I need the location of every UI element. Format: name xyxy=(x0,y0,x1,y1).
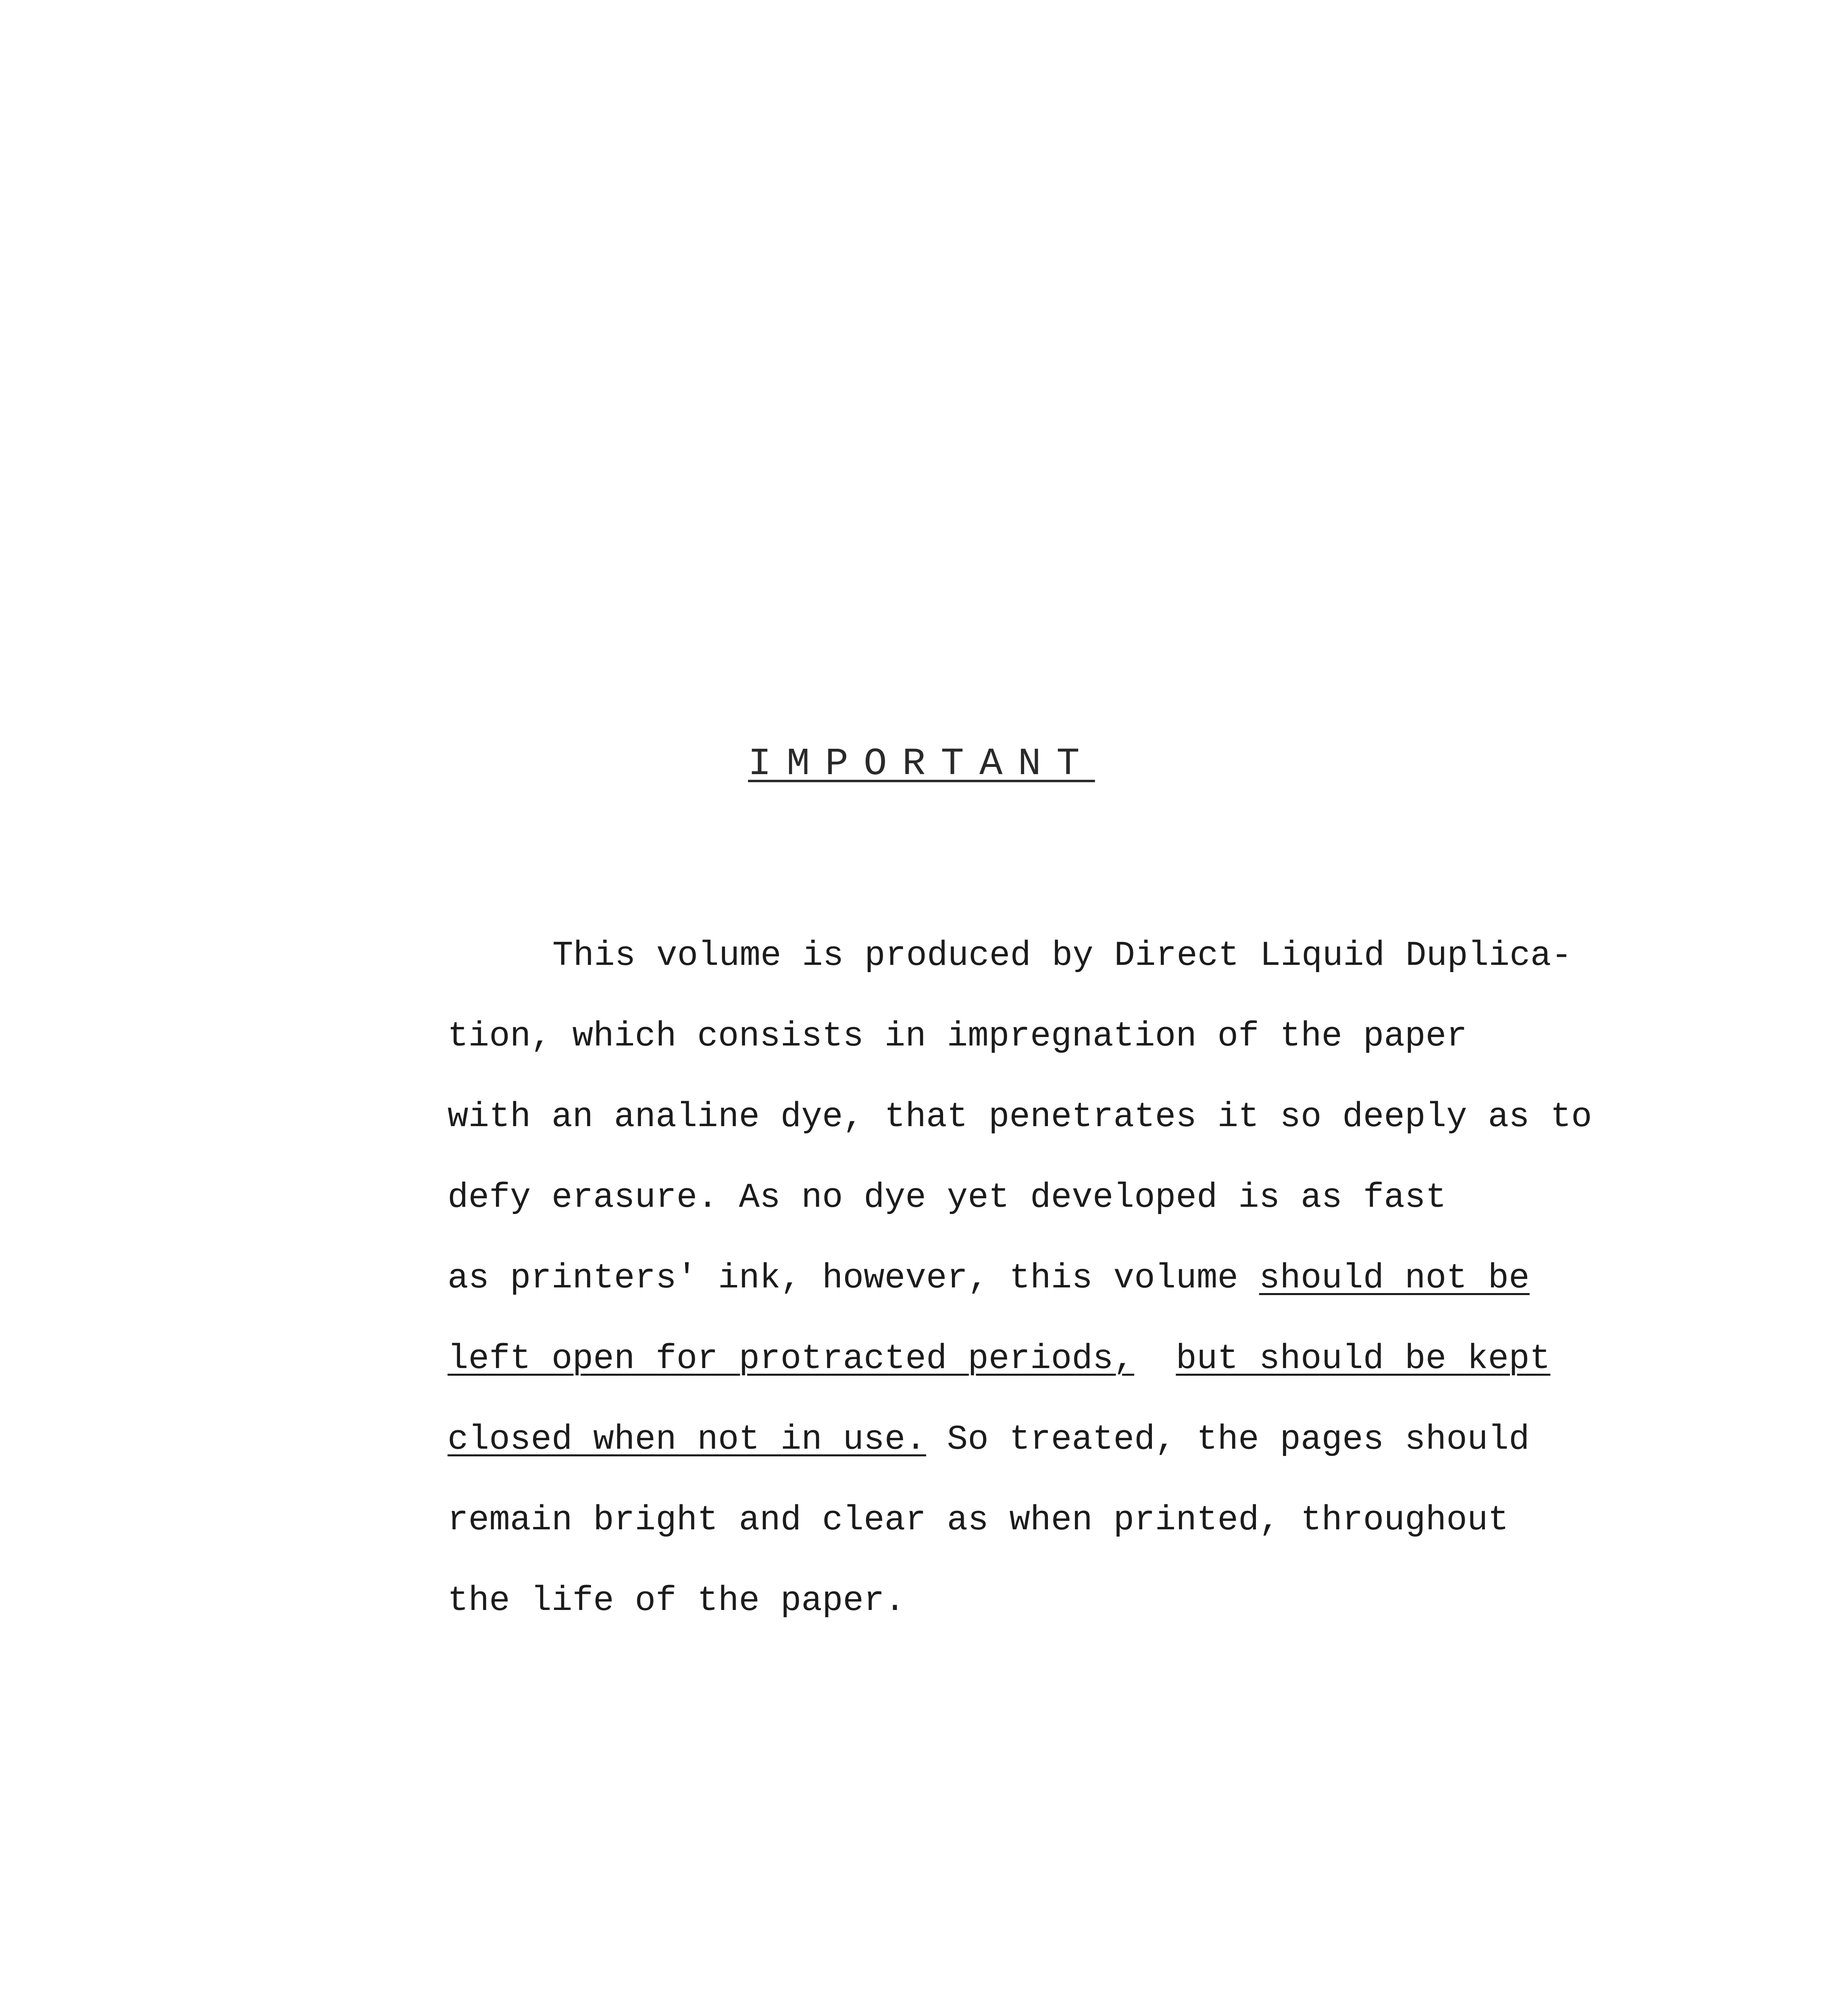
underlined-warning-text: left open for protracted periods, xyxy=(448,1339,1135,1379)
notice-line: defy erasure. As no dye yet developed is as fast xyxy=(448,1178,1447,1217)
underlined-warning-text: should not be xyxy=(1259,1258,1530,1298)
notice-line: the life of the paper. xyxy=(448,1581,906,1620)
notice-line xyxy=(448,1254,1585,1335)
page-title: IMPORTANT xyxy=(748,742,1095,786)
notice-line: This volume is produced by Direct Liquid Duplica- xyxy=(552,936,1572,975)
notice-line xyxy=(448,1335,1585,1415)
notice-line: tion, which consists in impregnation of the paper xyxy=(448,1016,1467,1056)
notice-gap xyxy=(1134,1339,1176,1379)
notice-text: as printers' ink, however, this volume xyxy=(448,1258,1259,1298)
notice-paragraph xyxy=(448,931,1592,1657)
notice-line: with an analine dye, that penetrates it so deeply as to xyxy=(448,1097,1592,1137)
notice-text: So treated, the pages should xyxy=(926,1420,1530,1459)
underlined-warning-text: closed when not in use. xyxy=(448,1420,926,1459)
notice-line: remain bright and clear as when printed, throughout xyxy=(448,1500,1509,1540)
notice-line xyxy=(448,1415,1585,1496)
underlined-warning-text: but should be kept xyxy=(1176,1339,1551,1379)
